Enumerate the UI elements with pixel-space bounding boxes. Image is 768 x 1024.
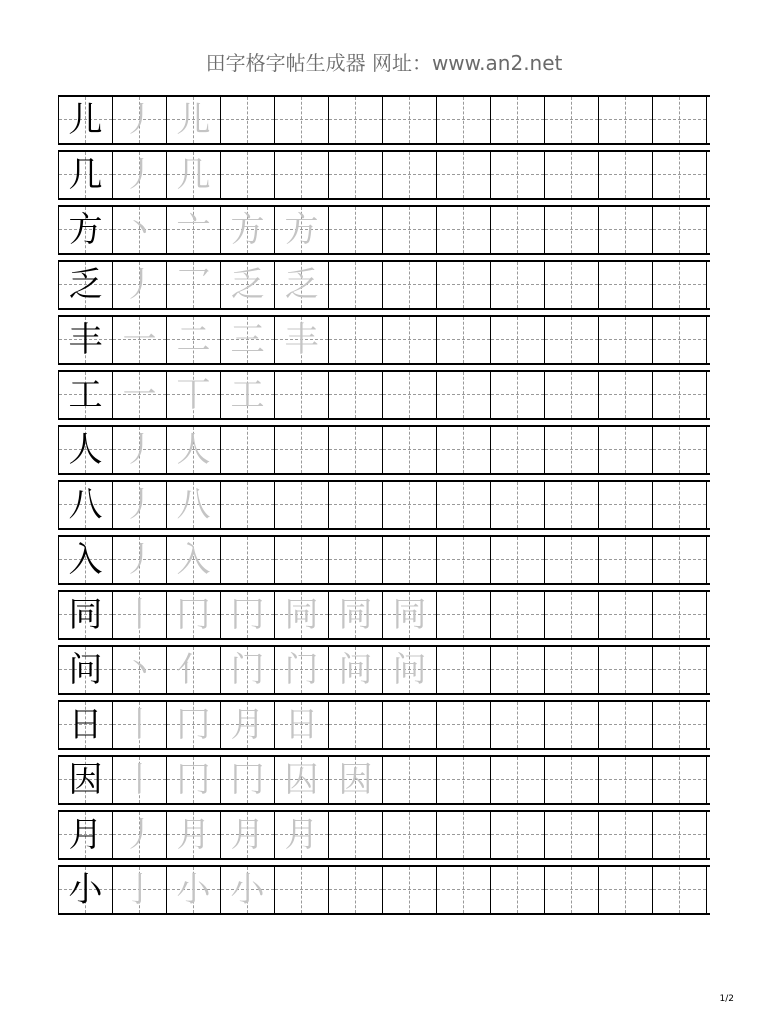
tianzige-cell bbox=[545, 482, 599, 528]
stroke-trace-character: 同 bbox=[284, 595, 319, 635]
model-character: 乏 bbox=[68, 265, 103, 305]
tianzige-cell bbox=[113, 592, 167, 638]
tianzige-cell bbox=[545, 867, 599, 913]
tianzige-cell bbox=[275, 97, 329, 143]
model-character: 月 bbox=[68, 815, 103, 855]
tianzige-cell bbox=[167, 97, 221, 143]
stroke-trace-character: 同 bbox=[338, 595, 373, 635]
tianzige-cell bbox=[329, 482, 383, 528]
practice-row bbox=[58, 370, 710, 420]
tianzige-cell bbox=[383, 97, 437, 143]
stroke-trace-character: 儿 bbox=[176, 100, 211, 140]
tianzige-cell bbox=[491, 592, 545, 638]
practice-row bbox=[58, 590, 710, 640]
stroke-trace-character: 丿 bbox=[122, 265, 157, 305]
tianzige-cell bbox=[653, 867, 707, 913]
tianzige-cell bbox=[275, 757, 329, 803]
tianzige-cell bbox=[491, 757, 545, 803]
tianzige-cell bbox=[59, 152, 113, 198]
tianzige-cell bbox=[221, 647, 275, 693]
stroke-trace-character: 工 bbox=[230, 375, 265, 415]
tianzige-cell bbox=[59, 592, 113, 638]
tianzige-cell bbox=[383, 372, 437, 418]
stroke-trace-character: 亻 bbox=[176, 650, 211, 690]
stroke-trace-character: 丶 bbox=[122, 210, 157, 250]
stroke-trace-character: 二 bbox=[176, 320, 211, 360]
tianzige-cell bbox=[113, 757, 167, 803]
stroke-trace-character: 月 bbox=[230, 705, 265, 745]
tianzige-cell bbox=[221, 757, 275, 803]
tianzige-cell bbox=[653, 482, 707, 528]
stroke-trace-character: 月 bbox=[230, 815, 265, 855]
tianzige-cell bbox=[437, 867, 491, 913]
tianzige-cell bbox=[167, 537, 221, 583]
stroke-trace-character: 丿 bbox=[122, 485, 157, 525]
tianzige-cell bbox=[275, 152, 329, 198]
stroke-trace-character: 丶 bbox=[122, 650, 157, 690]
tianzige-cell bbox=[599, 647, 653, 693]
stroke-trace-character: 小 bbox=[176, 870, 211, 910]
tianzige-cell bbox=[599, 372, 653, 418]
tianzige-cell bbox=[383, 702, 437, 748]
tianzige-cell bbox=[221, 317, 275, 363]
tianzige-cell bbox=[167, 812, 221, 858]
tianzige-cell bbox=[59, 537, 113, 583]
tianzige-cell bbox=[599, 97, 653, 143]
tianzige-cell bbox=[59, 97, 113, 143]
tianzige-cell bbox=[59, 427, 113, 473]
tianzige-cell bbox=[113, 207, 167, 253]
tianzige-cell bbox=[653, 207, 707, 253]
stroke-trace-character: 方 bbox=[230, 210, 265, 250]
tianzige-cell bbox=[329, 537, 383, 583]
tianzige-cell bbox=[545, 427, 599, 473]
tianzige-cell bbox=[599, 537, 653, 583]
tianzige-cell bbox=[275, 427, 329, 473]
practice-row bbox=[58, 315, 710, 365]
tianzige-cell bbox=[491, 812, 545, 858]
stroke-trace-character: 八 bbox=[176, 485, 211, 525]
practice-row bbox=[58, 95, 710, 145]
tianzige-cell bbox=[59, 757, 113, 803]
tianzige-cell bbox=[59, 207, 113, 253]
tianzige-cell bbox=[221, 152, 275, 198]
practice-row bbox=[58, 865, 710, 915]
tianzige-cell bbox=[275, 867, 329, 913]
tianzige-cell bbox=[167, 592, 221, 638]
tianzige-cell bbox=[113, 482, 167, 528]
tianzige-cell bbox=[275, 207, 329, 253]
model-character: 工 bbox=[68, 375, 103, 415]
tianzige-cell bbox=[329, 647, 383, 693]
stroke-trace-character: 问 bbox=[392, 650, 427, 690]
tianzige-cell bbox=[491, 537, 545, 583]
model-character: 方 bbox=[68, 210, 103, 250]
tianzige-cell bbox=[275, 482, 329, 528]
tianzige-cell bbox=[113, 647, 167, 693]
tianzige-cell bbox=[59, 372, 113, 418]
tianzige-cell bbox=[599, 207, 653, 253]
tianzige-cell bbox=[329, 812, 383, 858]
tianzige-cell bbox=[437, 757, 491, 803]
practice-row bbox=[58, 810, 710, 860]
practice-row bbox=[58, 205, 710, 255]
tianzige-cell bbox=[491, 372, 545, 418]
tianzige-cell bbox=[167, 372, 221, 418]
tianzige-cell bbox=[545, 262, 599, 308]
stroke-trace-character: 方 bbox=[284, 210, 319, 250]
tianzige-cell bbox=[437, 97, 491, 143]
tianzige-cell bbox=[383, 262, 437, 308]
tianzige-cell bbox=[437, 482, 491, 528]
tianzige-cell bbox=[599, 262, 653, 308]
tianzige-cell bbox=[383, 207, 437, 253]
tianzige-cell bbox=[653, 757, 707, 803]
tianzige-cell bbox=[653, 152, 707, 198]
stroke-trace-character: 门 bbox=[284, 650, 319, 690]
tianzige-cell bbox=[329, 317, 383, 363]
tianzige-cell bbox=[653, 317, 707, 363]
stroke-trace-character: 三 bbox=[230, 320, 265, 360]
model-character: 日 bbox=[68, 705, 103, 745]
stroke-trace-character: 亅 bbox=[122, 870, 157, 910]
stroke-trace-character: 门 bbox=[230, 650, 265, 690]
tianzige-cell bbox=[113, 427, 167, 473]
stroke-trace-character: 几 bbox=[176, 155, 211, 195]
tianzige-cell bbox=[599, 812, 653, 858]
page-number: 1/2 bbox=[719, 994, 734, 1004]
practice-row bbox=[58, 480, 710, 530]
tianzige-cell bbox=[329, 152, 383, 198]
tianzige-cell bbox=[275, 812, 329, 858]
model-character: 问 bbox=[68, 650, 103, 690]
model-character: 丰 bbox=[68, 320, 103, 360]
tianzige-cell bbox=[383, 427, 437, 473]
tianzige-cell bbox=[275, 702, 329, 748]
tianzige-cell bbox=[653, 372, 707, 418]
stroke-trace-character: 丨 bbox=[122, 760, 157, 800]
tianzige-cell bbox=[383, 152, 437, 198]
tianzige-cell bbox=[113, 317, 167, 363]
stroke-trace-character: 乏 bbox=[230, 265, 265, 305]
tianzige-cell bbox=[167, 482, 221, 528]
practice-row bbox=[58, 645, 710, 695]
tianzige-cell bbox=[437, 262, 491, 308]
tianzige-cell bbox=[545, 152, 599, 198]
stroke-trace-character: 问 bbox=[338, 650, 373, 690]
stroke-trace-character: 丨 bbox=[122, 705, 157, 745]
stroke-trace-character: 月 bbox=[176, 815, 211, 855]
tianzige-cell bbox=[221, 427, 275, 473]
tianzige-cell bbox=[383, 757, 437, 803]
stroke-trace-character: 丿 bbox=[122, 100, 157, 140]
tianzige-cell bbox=[437, 372, 491, 418]
page-title: 田字格字帖生成器 网址：www.an2.net bbox=[205, 51, 563, 75]
tianzige-cell bbox=[545, 592, 599, 638]
tianzige-cell bbox=[491, 97, 545, 143]
practice-row bbox=[58, 755, 710, 805]
stroke-trace-character: 丨 bbox=[122, 595, 157, 635]
tianzige-cell bbox=[59, 317, 113, 363]
tianzige-cell bbox=[545, 207, 599, 253]
tianzige-cell bbox=[437, 592, 491, 638]
tianzige-cell bbox=[437, 537, 491, 583]
tianzige-cell bbox=[653, 812, 707, 858]
model-character: 几 bbox=[68, 155, 103, 195]
tianzige-cell bbox=[221, 537, 275, 583]
stroke-trace-character: 丿 bbox=[122, 540, 157, 580]
tianzige-cell bbox=[329, 427, 383, 473]
tianzige-cell bbox=[545, 702, 599, 748]
tianzige-cell bbox=[437, 702, 491, 748]
tianzige-cell bbox=[491, 427, 545, 473]
tianzige-cell bbox=[221, 867, 275, 913]
stroke-trace-character: 丰 bbox=[284, 320, 319, 360]
stroke-trace-character: 日 bbox=[284, 705, 319, 745]
stroke-trace-character: 一 bbox=[122, 320, 157, 360]
tianzige-cell bbox=[167, 317, 221, 363]
tianzige-cell bbox=[167, 647, 221, 693]
stroke-trace-character: 丿 bbox=[122, 155, 157, 195]
tianzige-cell bbox=[599, 152, 653, 198]
tianzige-cell bbox=[59, 647, 113, 693]
tianzige-cell bbox=[167, 207, 221, 253]
tianzige-cell bbox=[599, 867, 653, 913]
tianzige-cell bbox=[491, 262, 545, 308]
tianzige-cell bbox=[383, 592, 437, 638]
tianzige-cell bbox=[491, 867, 545, 913]
tianzige-cell bbox=[167, 152, 221, 198]
tianzige-cell bbox=[653, 262, 707, 308]
stroke-trace-character: 冂 bbox=[230, 595, 265, 635]
tianzige-cell bbox=[221, 812, 275, 858]
tianzige-cell bbox=[221, 592, 275, 638]
stroke-trace-character: 丿 bbox=[122, 430, 157, 470]
tianzige-cell bbox=[275, 262, 329, 308]
tianzige-cell bbox=[275, 647, 329, 693]
tianzige-cell bbox=[653, 592, 707, 638]
stroke-trace-character: 冂 bbox=[230, 760, 265, 800]
tianzige-cell bbox=[545, 537, 599, 583]
tianzige-cell bbox=[491, 317, 545, 363]
tianzige-cell bbox=[113, 537, 167, 583]
practice-grid bbox=[58, 95, 710, 920]
stroke-trace-character: 因 bbox=[338, 760, 373, 800]
tianzige-cell bbox=[491, 207, 545, 253]
tianzige-cell bbox=[653, 427, 707, 473]
tianzige-cell bbox=[329, 372, 383, 418]
stroke-trace-character: 一 bbox=[122, 375, 157, 415]
stroke-trace-character: 入 bbox=[176, 540, 211, 580]
stroke-trace-character: 乏 bbox=[284, 265, 319, 305]
tianzige-cell bbox=[599, 317, 653, 363]
tianzige-cell bbox=[383, 537, 437, 583]
tianzige-cell bbox=[545, 647, 599, 693]
tianzige-cell bbox=[545, 372, 599, 418]
tianzige-cell bbox=[113, 97, 167, 143]
tianzige-cell bbox=[383, 812, 437, 858]
stroke-trace-character: 冂 bbox=[176, 595, 211, 635]
tianzige-cell bbox=[329, 592, 383, 638]
tianzige-cell bbox=[437, 207, 491, 253]
stroke-trace-character: 亠 bbox=[176, 210, 211, 250]
model-character: 小 bbox=[68, 870, 103, 910]
tianzige-cell bbox=[113, 262, 167, 308]
tianzige-cell bbox=[329, 702, 383, 748]
model-character: 儿 bbox=[68, 100, 103, 140]
tianzige-cell bbox=[113, 867, 167, 913]
tianzige-cell bbox=[599, 427, 653, 473]
tianzige-cell bbox=[59, 867, 113, 913]
practice-row bbox=[58, 425, 710, 475]
stroke-trace-character: 冂 bbox=[176, 760, 211, 800]
stroke-trace-character: 同 bbox=[392, 595, 427, 635]
stroke-trace-character: 人 bbox=[176, 430, 211, 470]
tianzige-cell bbox=[221, 482, 275, 528]
tianzige-cell bbox=[59, 702, 113, 748]
tianzige-cell bbox=[545, 812, 599, 858]
stroke-trace-character: 丿 bbox=[122, 815, 157, 855]
model-character: 同 bbox=[68, 595, 103, 635]
tianzige-cell bbox=[491, 482, 545, 528]
tianzige-cell bbox=[329, 867, 383, 913]
tianzige-cell bbox=[599, 757, 653, 803]
tianzige-cell bbox=[59, 482, 113, 528]
tianzige-cell bbox=[653, 702, 707, 748]
tianzige-cell bbox=[167, 702, 221, 748]
tianzige-cell bbox=[599, 482, 653, 528]
tianzige-cell bbox=[545, 317, 599, 363]
tianzige-cell bbox=[59, 812, 113, 858]
practice-row bbox=[58, 260, 710, 310]
tianzige-cell bbox=[491, 702, 545, 748]
tianzige-cell bbox=[113, 812, 167, 858]
tianzige-cell bbox=[599, 592, 653, 638]
tianzige-cell bbox=[383, 482, 437, 528]
tianzige-cell bbox=[491, 647, 545, 693]
tianzige-cell bbox=[221, 207, 275, 253]
tianzige-cell bbox=[437, 427, 491, 473]
tianzige-cell bbox=[329, 207, 383, 253]
tianzige-cell bbox=[545, 97, 599, 143]
tianzige-cell bbox=[167, 867, 221, 913]
tianzige-cell bbox=[653, 537, 707, 583]
stroke-trace-character: 丅 bbox=[176, 375, 211, 415]
tianzige-cell bbox=[275, 372, 329, 418]
stroke-trace-character: 囚 bbox=[284, 760, 319, 800]
tianzige-cell bbox=[437, 812, 491, 858]
tianzige-cell bbox=[113, 702, 167, 748]
tianzige-cell bbox=[383, 647, 437, 693]
tianzige-cell bbox=[221, 702, 275, 748]
tianzige-cell bbox=[221, 262, 275, 308]
tianzige-cell bbox=[221, 372, 275, 418]
stroke-trace-character: 乛 bbox=[176, 265, 211, 305]
tianzige-cell bbox=[437, 647, 491, 693]
tianzige-cell bbox=[167, 427, 221, 473]
stroke-trace-character: 月 bbox=[284, 815, 319, 855]
tianzige-cell bbox=[545, 757, 599, 803]
tianzige-cell bbox=[167, 262, 221, 308]
tianzige-cell bbox=[383, 867, 437, 913]
tianzige-cell bbox=[167, 757, 221, 803]
model-character: 入 bbox=[68, 540, 103, 580]
tianzige-cell bbox=[275, 592, 329, 638]
tianzige-cell bbox=[599, 702, 653, 748]
tianzige-cell bbox=[437, 152, 491, 198]
tianzige-cell bbox=[329, 97, 383, 143]
tianzige-cell bbox=[491, 152, 545, 198]
tianzige-cell bbox=[275, 317, 329, 363]
tianzige-cell bbox=[383, 317, 437, 363]
practice-row bbox=[58, 150, 710, 200]
tianzige-cell bbox=[113, 152, 167, 198]
tianzige-cell bbox=[653, 647, 707, 693]
model-character: 因 bbox=[68, 760, 103, 800]
tianzige-cell bbox=[329, 757, 383, 803]
practice-row bbox=[58, 700, 710, 750]
tianzige-cell bbox=[329, 262, 383, 308]
model-character: 人 bbox=[68, 430, 103, 470]
tianzige-cell bbox=[59, 262, 113, 308]
practice-row bbox=[58, 535, 710, 585]
tianzige-cell bbox=[113, 372, 167, 418]
tianzige-cell bbox=[221, 97, 275, 143]
tianzige-cell bbox=[653, 97, 707, 143]
tianzige-cell bbox=[437, 317, 491, 363]
model-character: 八 bbox=[68, 485, 103, 525]
stroke-trace-character: 冂 bbox=[176, 705, 211, 745]
tianzige-cell bbox=[275, 537, 329, 583]
stroke-trace-character: 小 bbox=[230, 870, 265, 910]
